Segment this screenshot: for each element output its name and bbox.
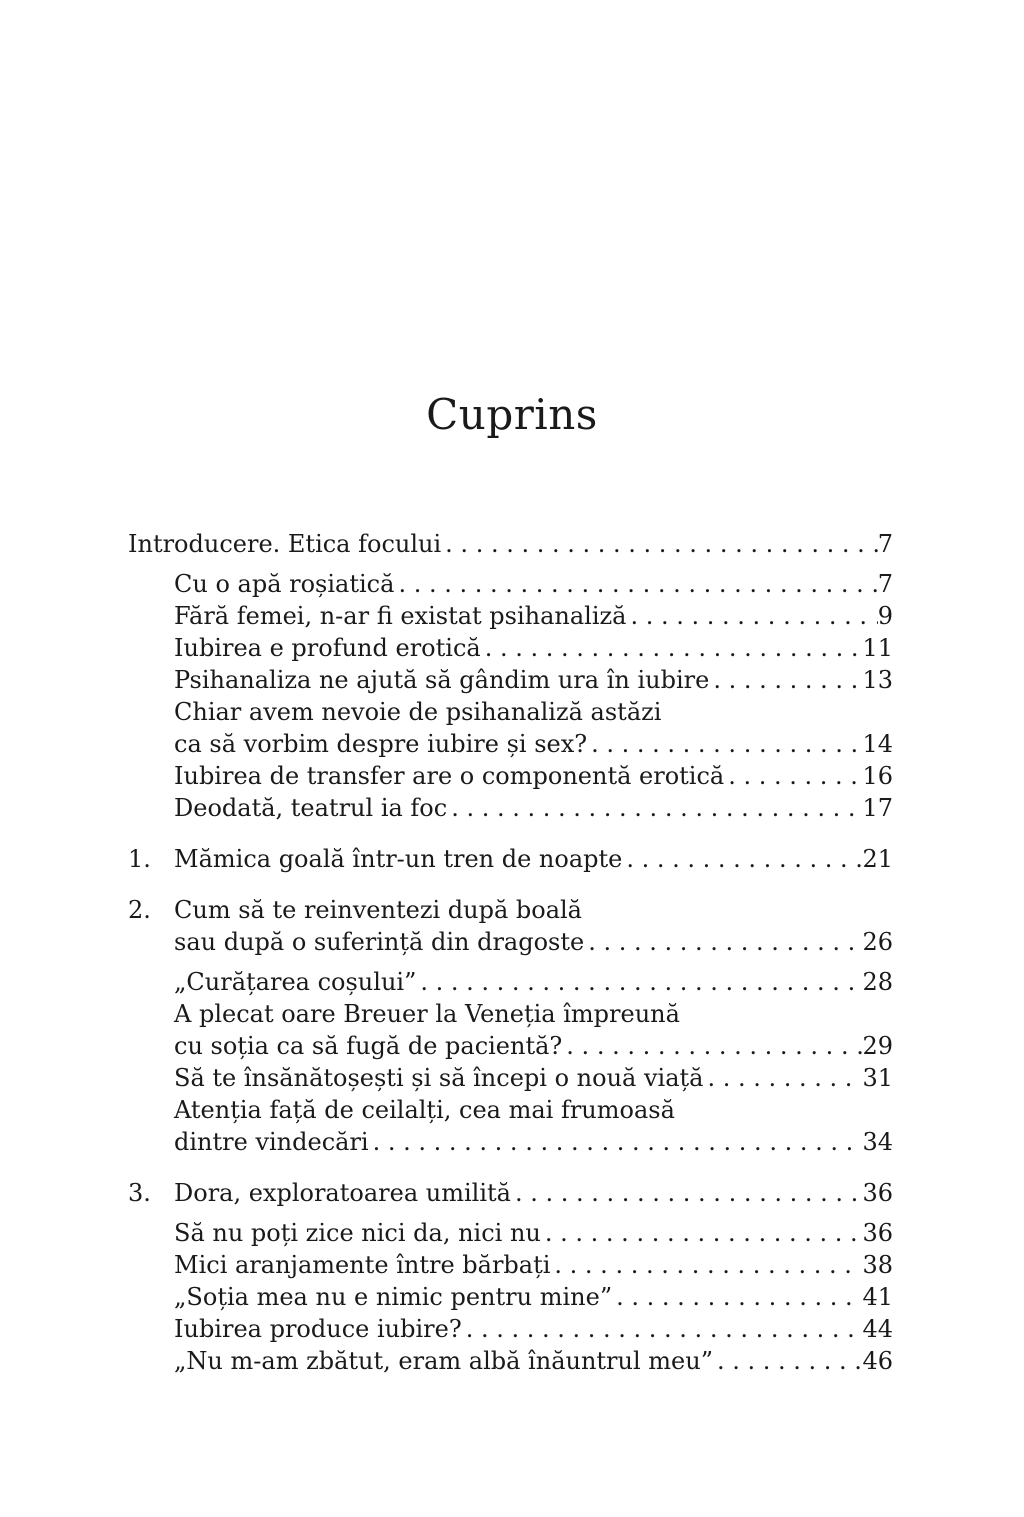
dot-leader bbox=[709, 664, 862, 696]
toc-entry-title: Iubirea de transfer are o componentă erotică bbox=[174, 762, 725, 790]
toc-entry-title: „Nu m-am zbătut, eram albă înăuntrul meu” bbox=[174, 1347, 713, 1375]
toc-subentry-line1[interactable] bbox=[128, 998, 893, 1030]
toc-subentry-line2[interactable] bbox=[128, 728, 893, 760]
dot-leader bbox=[416, 966, 862, 998]
toc-page-number: 17 bbox=[862, 794, 893, 822]
toc-subentry[interactable] bbox=[128, 600, 893, 632]
dot-leader bbox=[511, 1177, 863, 1209]
toc-page-number: 41 bbox=[862, 1283, 893, 1311]
toc-entry-title: Mămica goală într-un tren de noapte bbox=[174, 845, 623, 873]
toc-subentry[interactable] bbox=[128, 966, 893, 998]
toc-subentry-line2[interactable] bbox=[128, 1030, 893, 1062]
dot-leader bbox=[626, 600, 877, 632]
chapter-number: 3. bbox=[128, 1179, 151, 1207]
dot-leader bbox=[462, 1313, 863, 1345]
toc-entry-title: Chiar avem nevoie de psihanaliză astăzi bbox=[174, 698, 662, 726]
toc-chapter-2-line2[interactable] bbox=[128, 926, 893, 958]
toc-entry-title: sau după o suferință din dragoste bbox=[174, 928, 585, 956]
toc-subentry-line1[interactable] bbox=[128, 1094, 893, 1126]
toc-subentry[interactable] bbox=[128, 1313, 893, 1345]
toc-entry-title: Deodată, teatrul ia foc bbox=[174, 794, 448, 822]
dot-leader bbox=[369, 1126, 863, 1158]
toc-entry-title: Cum să te reinventezi după boală bbox=[174, 896, 582, 924]
table-of-contents bbox=[128, 528, 893, 1377]
page-title: Cuprins bbox=[426, 390, 598, 439]
toc-page-number: 7 bbox=[877, 530, 893, 558]
toc-page-number: 31 bbox=[862, 1064, 893, 1092]
toc-subentry[interactable] bbox=[128, 1249, 893, 1281]
toc-page-number: 29 bbox=[862, 1032, 893, 1060]
toc-entry-title: Iubirea produce iubire? bbox=[174, 1315, 462, 1343]
toc-entry-title: Să nu poți zice nici da, nici nu bbox=[174, 1219, 541, 1247]
toc-entry-intro[interactable] bbox=[128, 528, 893, 560]
toc-subentry-line2[interactable] bbox=[128, 1126, 893, 1158]
toc-entry-title: Să te însănătoșești și să începi o nouă viață bbox=[174, 1064, 704, 1092]
toc-entry-title: „Soția mea nu e nimic pentru mine” bbox=[174, 1283, 613, 1311]
dot-leader bbox=[441, 528, 878, 560]
toc-entry-title: cu soția ca să fugă de pacientă? bbox=[174, 1032, 563, 1060]
toc-entry-title: Introducere. Etica focului bbox=[128, 530, 442, 558]
toc-subentry[interactable] bbox=[128, 1062, 893, 1094]
toc-page-number: 34 bbox=[862, 1128, 893, 1156]
dot-leader bbox=[584, 926, 862, 958]
toc-page-number: 36 bbox=[862, 1219, 893, 1247]
toc-entry-title: Dora, exploratoarea umilită bbox=[174, 1179, 511, 1207]
toc-page-number: 7 bbox=[877, 570, 893, 598]
toc-subentry[interactable] bbox=[128, 792, 893, 824]
toc-page-number: 46 bbox=[862, 1347, 893, 1375]
dot-leader bbox=[622, 843, 862, 875]
toc-entry-title: Fără femei, n-ar fi existat psihanaliză bbox=[174, 602, 627, 630]
toc-page-number: 36 bbox=[862, 1179, 893, 1207]
toc-chapter-1[interactable] bbox=[128, 843, 893, 875]
toc-page-number: 14 bbox=[862, 730, 893, 758]
dot-leader bbox=[447, 792, 862, 824]
toc-entry-title: A plecat oare Breuer la Veneția împreună bbox=[174, 1000, 680, 1028]
toc-page-number: 16 bbox=[862, 762, 893, 790]
chapter-number: 1. bbox=[128, 845, 151, 873]
dot-leader bbox=[587, 728, 862, 760]
toc-subentry[interactable] bbox=[128, 1345, 893, 1377]
toc-entry-title: „Curățarea coșului” bbox=[174, 968, 417, 996]
toc-subentry[interactable] bbox=[128, 760, 893, 792]
toc-page-number: 21 bbox=[862, 845, 893, 873]
toc-subentry[interactable] bbox=[128, 632, 893, 664]
toc-page-number: 44 bbox=[862, 1315, 893, 1343]
toc-page-number: 13 bbox=[862, 666, 893, 694]
toc-page-number: 28 bbox=[862, 968, 893, 996]
toc-subentry[interactable] bbox=[128, 568, 893, 600]
dot-leader bbox=[612, 1281, 862, 1313]
toc-entry-title: dintre vindecări bbox=[174, 1128, 369, 1156]
toc-page-number: 26 bbox=[862, 928, 893, 956]
toc-entry-title: Psihanaliza ne ajută să gândim ura în iubire bbox=[174, 666, 710, 694]
toc-entry-title: Atenția față de ceilalți, cea mai frumoasă bbox=[174, 1096, 675, 1124]
dot-leader bbox=[541, 1217, 863, 1249]
toc-page-number: 9 bbox=[877, 602, 893, 630]
toc-subentry-line1[interactable] bbox=[128, 696, 893, 728]
chapter-number: 2. bbox=[128, 896, 151, 924]
toc-entry-title: Cu o apă roșiatică bbox=[174, 570, 395, 598]
toc-page-number: 38 bbox=[862, 1251, 893, 1279]
toc-entry-title: ca să vorbim despre iubire și sex? bbox=[174, 730, 588, 758]
dot-leader bbox=[703, 1062, 862, 1094]
dot-leader bbox=[724, 760, 862, 792]
toc-chapter-3[interactable] bbox=[128, 1177, 893, 1209]
dot-leader bbox=[713, 1345, 862, 1377]
dot-leader bbox=[481, 632, 863, 664]
toc-entry-title: Mici aranjamente între bărbați bbox=[174, 1251, 551, 1279]
toc-subentry[interactable] bbox=[128, 1217, 893, 1249]
toc-chapter-2-line1[interactable] bbox=[128, 894, 893, 926]
toc-entry-title: Iubirea e profund erotică bbox=[174, 634, 481, 662]
toc-subentry[interactable] bbox=[128, 1281, 893, 1313]
dot-leader bbox=[394, 568, 877, 600]
toc-page-number: 11 bbox=[862, 634, 893, 662]
dot-leader bbox=[550, 1249, 862, 1281]
dot-leader bbox=[562, 1030, 862, 1062]
toc-subentry[interactable] bbox=[128, 664, 893, 696]
